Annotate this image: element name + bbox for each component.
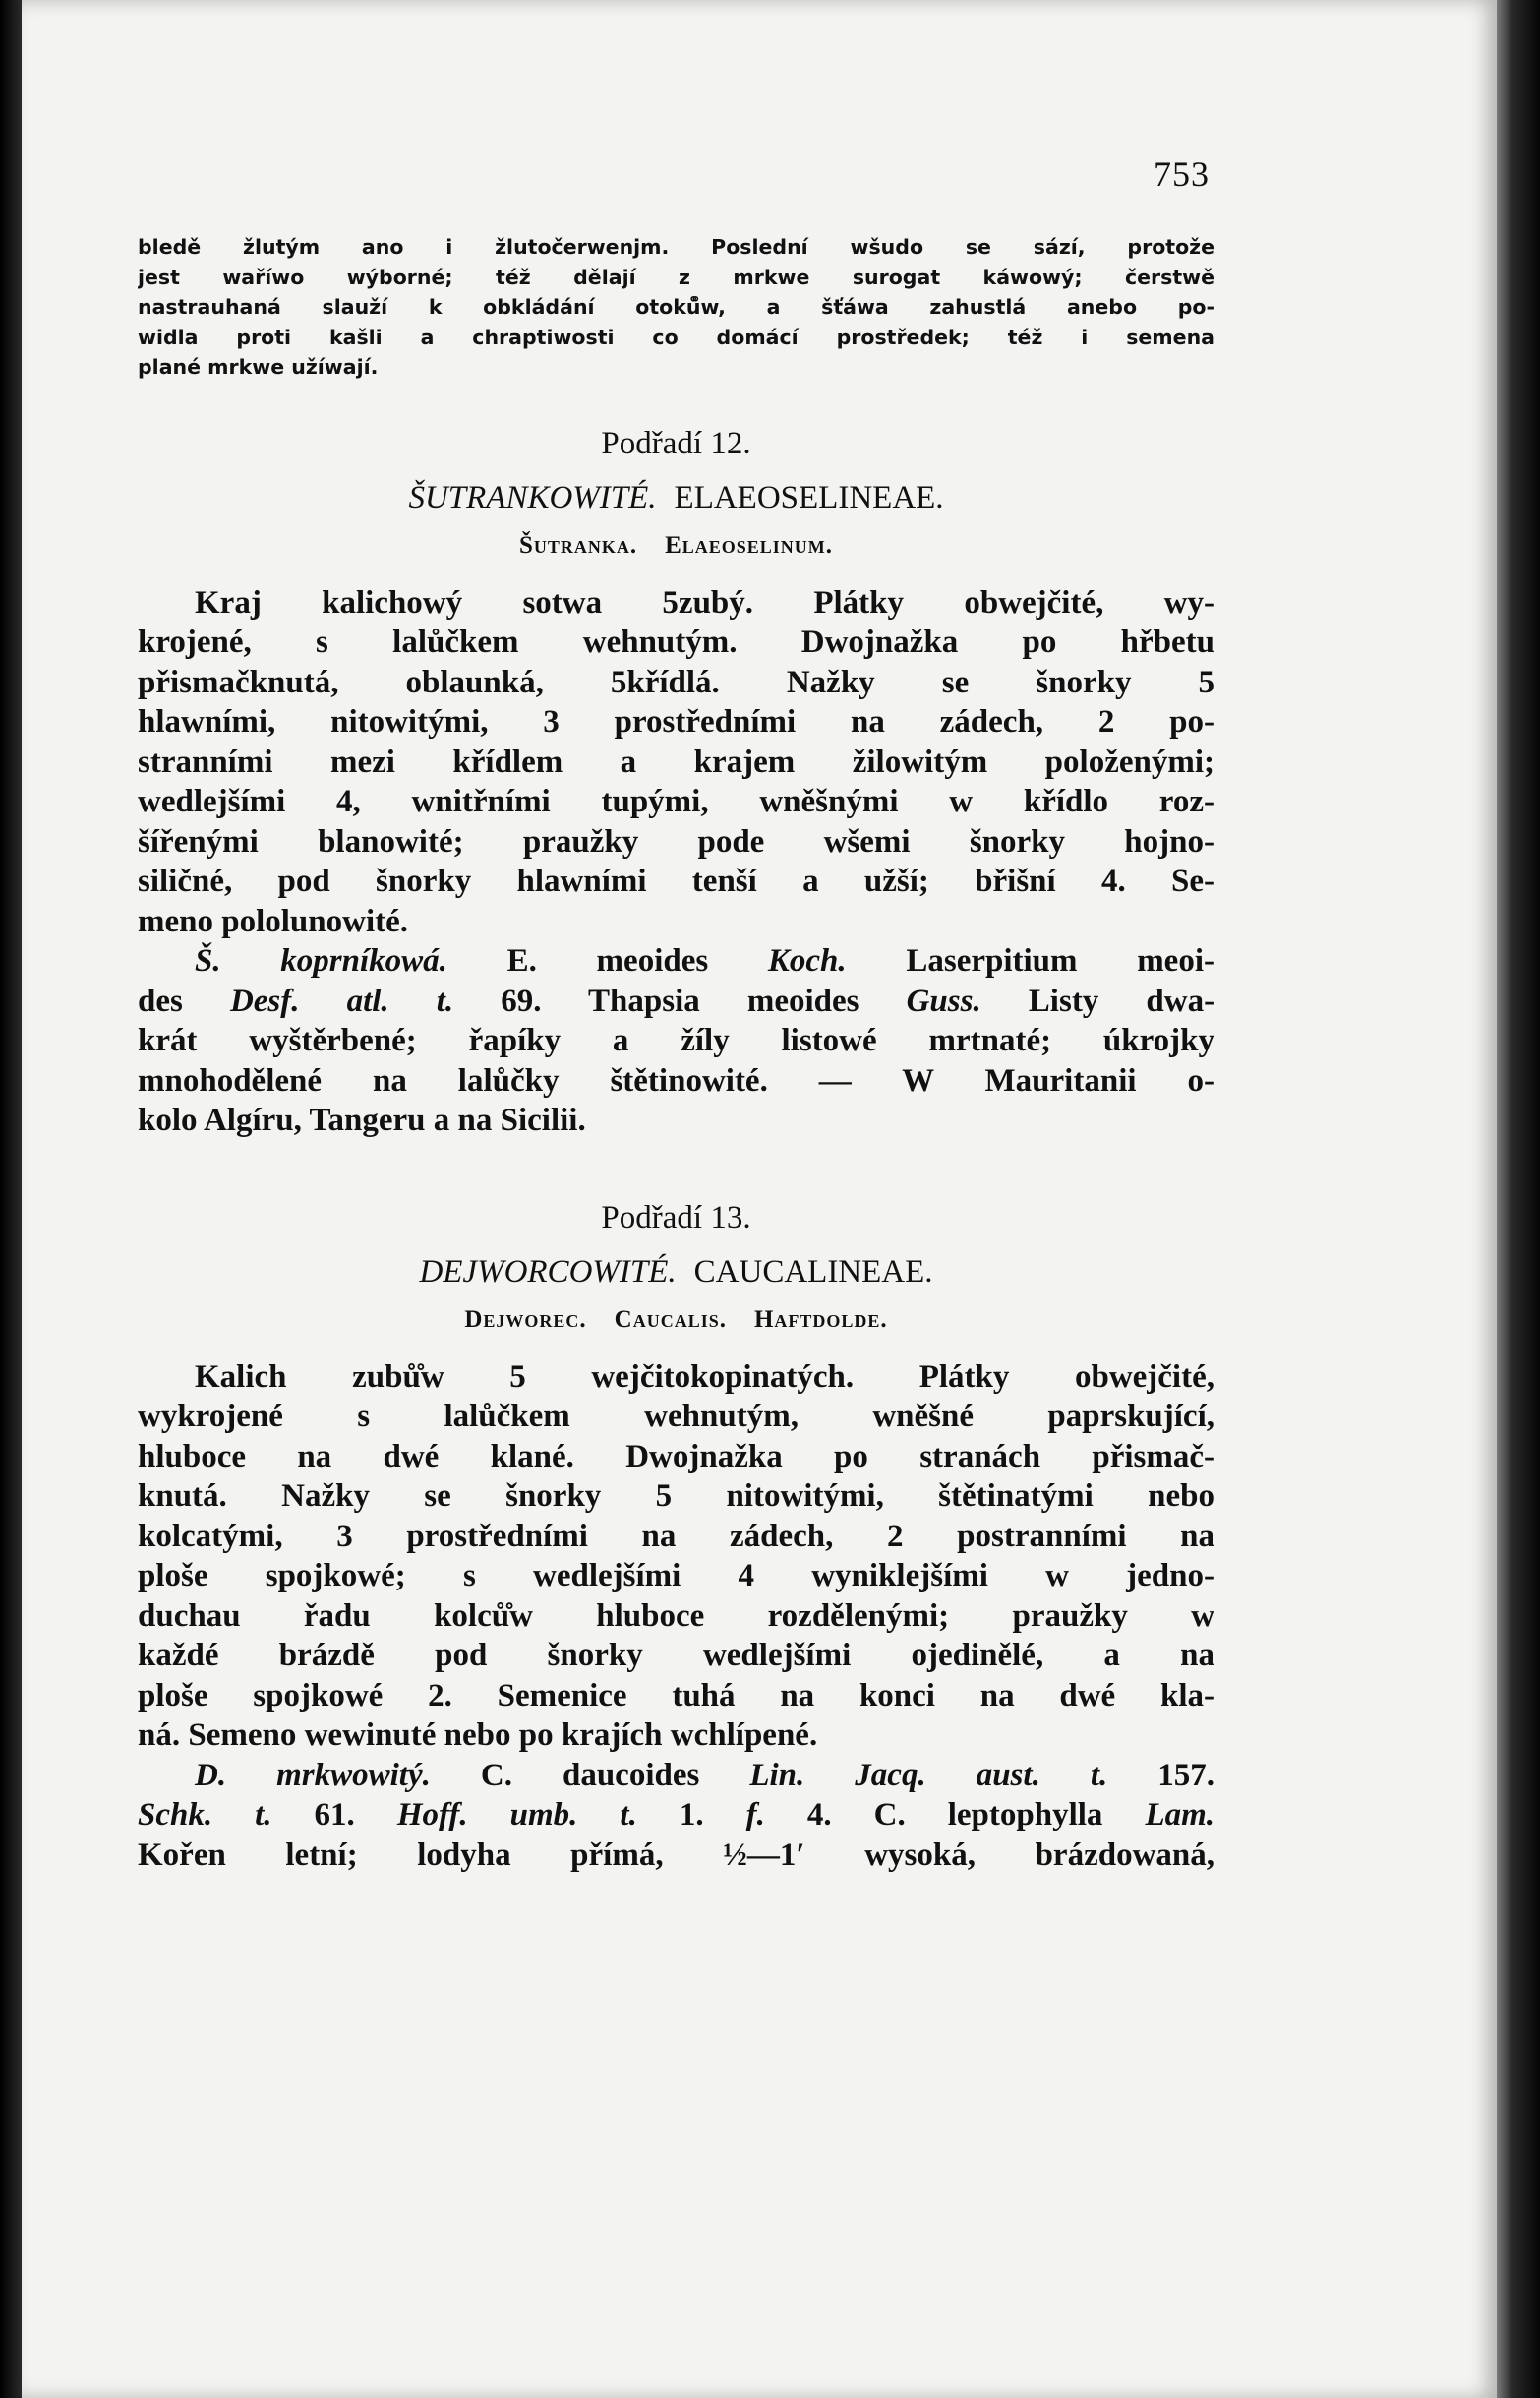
description-line: wedlejšími 4, wnitřními tupými, wněšnými w křídlo roz- bbox=[138, 784, 1214, 819]
species-entry bbox=[138, 941, 1214, 1141]
group-czech-name: ŠUTRANKOWITÉ. bbox=[408, 479, 657, 515]
intro-line: bledě žlutým ano i žlutočerwenjm. Poslední wšudo se sází, protože bbox=[138, 235, 1214, 259]
suborder-heading: Podřadí 13. bbox=[601, 1199, 751, 1235]
reference-number: 69. bbox=[501, 983, 542, 1019]
species-line bbox=[138, 982, 1214, 1022]
synonym: C. daucoides bbox=[480, 1757, 700, 1793]
reference-number: 4. bbox=[806, 1797, 832, 1832]
intro-line: widla proti kašli a chraptiwosti co domácí prostředek; též i semena bbox=[138, 325, 1214, 349]
description-line: ploše spojkowé 2. Semenice tuhá na konci na dwé kla- bbox=[138, 1677, 1214, 1713]
description-line: knutá. Nažky se šnorky 5 nitowitými, štětinatými nebo bbox=[138, 1478, 1214, 1514]
book-spine-shadow bbox=[0, 0, 22, 2398]
page-number: 753 bbox=[1154, 154, 1210, 194]
reference: Schk. t. bbox=[138, 1797, 272, 1832]
suborder-heading: Podřadí 12. bbox=[601, 425, 751, 461]
description-line: wykrojené s lalůčkem wehnutým, wněšné paprskující, bbox=[138, 1399, 1214, 1434]
group-latin-name: ELAEOSELINEAE. bbox=[674, 479, 944, 515]
species-line bbox=[138, 1795, 1214, 1835]
description-line: stranními mezi křídlem a krajem žilowitým položenými; bbox=[138, 744, 1214, 780]
genus-heading bbox=[138, 1306, 1214, 1334]
reference-number: 157. bbox=[1157, 1757, 1214, 1793]
genus-description bbox=[138, 1357, 1214, 1756]
synonym: Thapsia meoides bbox=[588, 983, 859, 1019]
genus-description bbox=[138, 583, 1214, 942]
description-line: hluboce na dwé klané. Dwojnažka po stranách přismač- bbox=[138, 1438, 1214, 1474]
description-line: ploše spojkowé; s wedlejšími 4 wyniklejšími w jedno- bbox=[138, 1558, 1214, 1593]
description-line: hlawními, nitowitými, 3 prostředními na zádech, 2 po- bbox=[138, 704, 1214, 740]
reference: Desf. atl. t. bbox=[229, 983, 454, 1019]
text-block bbox=[138, 232, 1214, 1875]
reference-number: 61. bbox=[314, 1797, 355, 1832]
description-line: duchau řadu kolců̊w hluboce rozdělenými; praužky w bbox=[138, 1597, 1214, 1634]
description-line: ná. Semeno wewinuté nebo po krajích wchlípené. bbox=[138, 1717, 818, 1753]
species-line: Kořen letní; lodyha přímá, ½—1′ wysoká, brázdowaná, bbox=[138, 1836, 1214, 1873]
group-heading bbox=[138, 480, 1214, 516]
description-line: meno pololunowité. bbox=[138, 903, 409, 939]
description-line: kolcatými, 3 prostředními na zádech, 2 postranními na bbox=[138, 1518, 1214, 1554]
description-line: Kalich zubů̊w 5 wejčitokopinatých. Plátky obwejčité, bbox=[195, 1358, 1214, 1395]
species-line: krát wyštěrbené; řapíky a žíly listowé mrtnaté; úkrojky bbox=[138, 1023, 1214, 1058]
author: Guss. bbox=[906, 983, 981, 1019]
genus-latin-name: Elaeoselinum. bbox=[665, 531, 834, 559]
author: Koch. bbox=[767, 943, 847, 979]
genus-latin-name: Caucalis. bbox=[614, 1305, 727, 1333]
genus-czech-name: Dejworec. bbox=[464, 1305, 587, 1333]
reference: Hoff. umb. t. bbox=[396, 1797, 637, 1832]
species-line bbox=[138, 941, 1214, 982]
author: Lam. bbox=[1145, 1797, 1214, 1832]
genus-czech-name: Šutranka. bbox=[518, 531, 638, 559]
page-edge-shadow bbox=[1497, 0, 1540, 2398]
description-line: každé brázdě pod šnorky wedlejšími ojedinělé, a na bbox=[138, 1638, 1214, 1673]
synonym: C. leptophylla bbox=[873, 1797, 1103, 1832]
intro-line: nastrauhaná slauží k obkládání otoků̊w, a šťáwa zahustlá anebo po- bbox=[138, 295, 1214, 319]
author: Lin. Jacq. aust. t. bbox=[749, 1757, 1108, 1793]
description-line: šířenými blanowité; praužky pode wšemi šnorky hojno- bbox=[138, 823, 1214, 860]
description-line: přismačknutá, oblaunká, 5křídlá. Nažky se šnorky 5 bbox=[138, 664, 1214, 700]
intro-line: jest waříwo wýborné; též dělají z mrkwe surogat káwowý; čerstwě bbox=[138, 265, 1214, 289]
synonym: Laserpitium meoi- bbox=[906, 943, 1214, 979]
description-line: krojené, s lalůčkem wehnutým. Dwojnažka po hřbetu bbox=[138, 625, 1214, 660]
description-line: Kraj kalichowý sotwa 5zubý. Plátky obwejčité, wy- bbox=[195, 584, 1214, 621]
group-czech-name: DEJWORCOWITÉ. bbox=[419, 1253, 677, 1289]
species-line bbox=[138, 1756, 1214, 1796]
genus-german-name: Haftdolde. bbox=[753, 1305, 888, 1333]
species-line: mnohodělené na lalůčky štětinowité. — W Mauritanii o- bbox=[138, 1062, 1214, 1099]
reference-number: 1. bbox=[679, 1797, 704, 1832]
group-heading bbox=[138, 1254, 1214, 1290]
reference: f. bbox=[745, 1797, 765, 1832]
species-entry bbox=[138, 1756, 1214, 1876]
species-line: kolo Algíru, Tangeru a na Sicilii. bbox=[138, 1103, 586, 1138]
group-latin-name: CAUCALINEAE. bbox=[693, 1253, 933, 1289]
intro-line: plané mrkwe užíwají. bbox=[138, 355, 379, 379]
description-line: siličné, pod šnorky hlawními tenší a užší; břišní 4. Se- bbox=[138, 864, 1214, 899]
synonym: E. meoides bbox=[506, 943, 709, 979]
genus-heading bbox=[138, 532, 1214, 560]
species-name: D. mrkwowitý. bbox=[195, 1757, 431, 1793]
description-text: Listy dwa- bbox=[1028, 983, 1214, 1019]
synonym: des bbox=[138, 983, 183, 1019]
species-name: Š. koprníkowá. bbox=[195, 943, 447, 979]
intro-paragraph bbox=[138, 232, 1214, 383]
